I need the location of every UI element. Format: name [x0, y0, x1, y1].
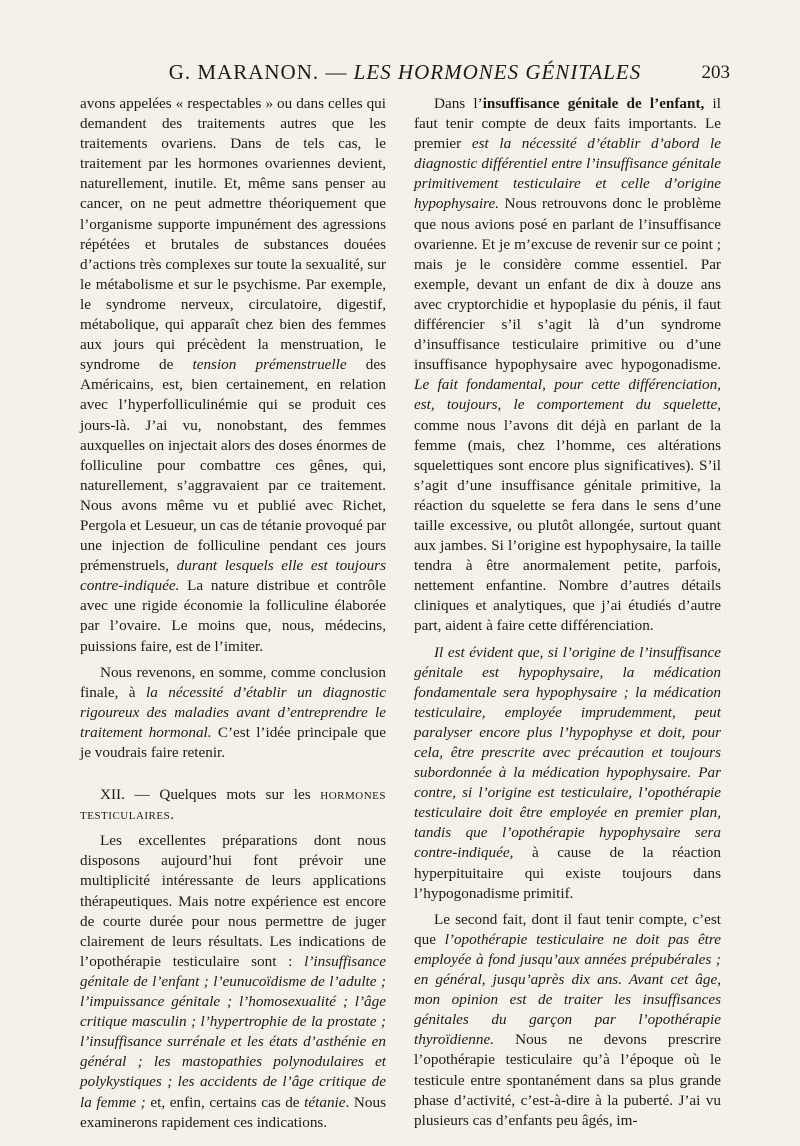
text-run: Le second fait, dont il faut tenir compte, c’est que [414, 910, 721, 948]
paragraph [80, 831, 386, 1132]
paragraph [80, 663, 386, 763]
italic-run: Le fait fondamental, pour cette différenciation, est, toujours, le comportement du squelette, [414, 376, 721, 414]
italic-run: l’insuffisance génitale de l’enfant ; l’eunucoïdisme de l’adulte ; l’impuissance génitale ; l’homosexualité ; l’âge critique masculin ; l’hypertrophie de la prostate ; l’insuffisance surrénale et les états d’asthénie en général ; les mastopathies polynodulaires et polykystiques ; les accidents de l’âge critique de la femme ; [80, 952, 386, 1111]
text-run: La nature distribue et contrôle avec une rigide économie la folliculine élaborée par l’ovaire. Le moins que, nous, médecins, puissions faire, est de l’imiter. [80, 577, 386, 655]
italic-run: tension prémenstruelle [192, 356, 347, 374]
text-run: Dans l’ [434, 95, 483, 112]
text-run: C’est l’idée principale que je voudrais faire retenir. [80, 723, 386, 761]
text-run: avons appelées « respectables » ou dans celles qui demandent des traitements autres que les traitements ovariens. Dans de tels cas, le traitement par les hormones ovariennes devient, naturellement, inutile. Et, même sans penser au cancer, on ne peut admettre théoriquement que l’organisme supporte impunément des agressions répétées et brutales de substances douées d’actions très complexes sur toute la sexualité, sur le métabolisme et sur le psychisme. Par exemple, le syndrome nerveux, circulatoire, digestif, métabolique, qui apparaît chez bien des femmes aux jours qui précèdent la menstruation, le syndrome de [80, 95, 386, 374]
italic-run: Il est évident que, si l’origine de l’insuffisance génitale est hypophysaire, la médication fondamentale sera hypophysaire ; la médication testiculaire, employée imprudemment, peut paralyser encore plus l’hypophyse et doit, pour cela, être prescrite avec précaution et toujours subordonnée à la médication hypophysaire. Par contre, si l’origine est testiculaire, l’opothérapie testiculaire doit être employée en premier plan, tandis que l’opothérapie hypophysaire sera contre-indiquée, [414, 643, 721, 862]
title-dash: — [319, 60, 354, 84]
text-run: Nous ne devons prescrire l’opothérapie testiculaire qu’à l’époque où le testicule entre spontanément dans sa plus grande phase d’activité, c’est-à-dire à la puberté. J’ai vu plusieurs cas d’enfants peu âgés, im- [414, 1031, 721, 1129]
text-run: Nous revenons, en somme, comme conclusion finale, à [80, 663, 386, 701]
bold-run: insuffisance génitale de l’enfant, [482, 95, 705, 112]
text-run: à cause de la réaction hyperpituitaire qui existe toujours dans l’hypogonadisme primitif. [414, 844, 721, 902]
running-header [80, 60, 730, 90]
book-title: LES HORMONES GÉNITALES [353, 60, 642, 84]
text-run: et, enfin, certains cas de [145, 1093, 305, 1111]
author-name: G. MARANON. [168, 60, 320, 84]
text-run: comme nous l’avons dit déjà en parlant de la femme (mais, chez l’homme, ces altérations squelettiques sont encore plus significatives). S’il s’agit d’une insuffisance génitale primitive, la réaction du squelette se fera dans le sens d’une taille excessive, ou plutôt allongée, surtout quant aux jambes. Si l’origine est hypophysaire, la taille tendra à être anormalement petite, parfois, nettement enfantine. Nombre d’autres détails cliniques et analytiques, que j’ai étudiés d’autre part, aident à faire cette différenciation. [414, 416, 721, 635]
section-heading [80, 785, 386, 825]
text-run: XII. — Quelques mots sur les [100, 786, 321, 804]
italic-run: la nécessité d’établir un diagnostic rigoureux des maladies avant d’entreprendre le traitement hormonal. [80, 683, 386, 741]
left-column [80, 94, 386, 1133]
paragraph [414, 910, 721, 1131]
paragraph [414, 643, 721, 904]
page-number: 203 [701, 62, 730, 83]
text-run: . Nous examinerons rapidement ces indications. [80, 1093, 386, 1131]
text-run: Nous retrouvons donc le problème que nous avions posé en parlant de l’insuffisance ovarienne. Et je m’excuse de revenir sur ce point ; mais je le considère comme essentiel. Par exemple, devant un enfant de dix à douze ans avec cryptorchidie et hypoplasie du pénis, il faut différencier s’il s’agit là d’un syndrome d’insuffisance testiculaire primitive ou d’une insuffisance hypophysaire avec hypogonadisme. [414, 195, 721, 374]
paragraph [414, 94, 721, 637]
text-run: Les excellentes préparations dont nous disposons aujourd’hui font prévoir une multiplicité intéressante de leurs applications thérapeutiques. Mais notre expérience est encore de courte durée pour nous permettre de juger clairement de leurs résultats. Les indications de l’opothérapie testiculaire sont : [80, 832, 386, 970]
italic-run: durant lesquels elle est toujours contre-indiquée. [80, 557, 386, 595]
italic-run: tétanie [304, 1093, 346, 1111]
right-column [414, 94, 721, 1131]
text-run: il faut tenir compte de deux faits importants. Le premier [414, 95, 721, 153]
text-run: des Américains, est, bien certainement, en relation avec l’hyperfolliculinémie qui se produit ces jours-là. J’ai vu, nonobstant, des femmes auxquelles on injectait alors des doses énormes de folliculine pour combattre ces gênes, qui, naturellement, s’aggravaient par ce traitement. Nous avons même vu et publié avec Richet, Pergola et Lesueur, un cas de tétanie provoqué par une injection de folliculine pendant ces jours prémenstruels, [80, 356, 386, 575]
running-title [80, 60, 730, 85]
small-caps-run: hormones testiculaires. [80, 786, 386, 824]
italic-run: l’opothérapie testiculaire ne doit pas être employée à fond jusqu’aux années prépubérales ; en général, jusqu’après dix ans. Avant cet âge, mon opinion est de traiter les insuffisances génitales du garçon par l’opothérapie thyroïdienne. [414, 930, 721, 1049]
italic-run: est la nécessité d’établir d’abord le diagnostic différentiel entre l’insuffisance génitale primitivement testiculaire et celle d’origine hypophysaire. [414, 135, 721, 213]
paragraph [80, 94, 386, 657]
